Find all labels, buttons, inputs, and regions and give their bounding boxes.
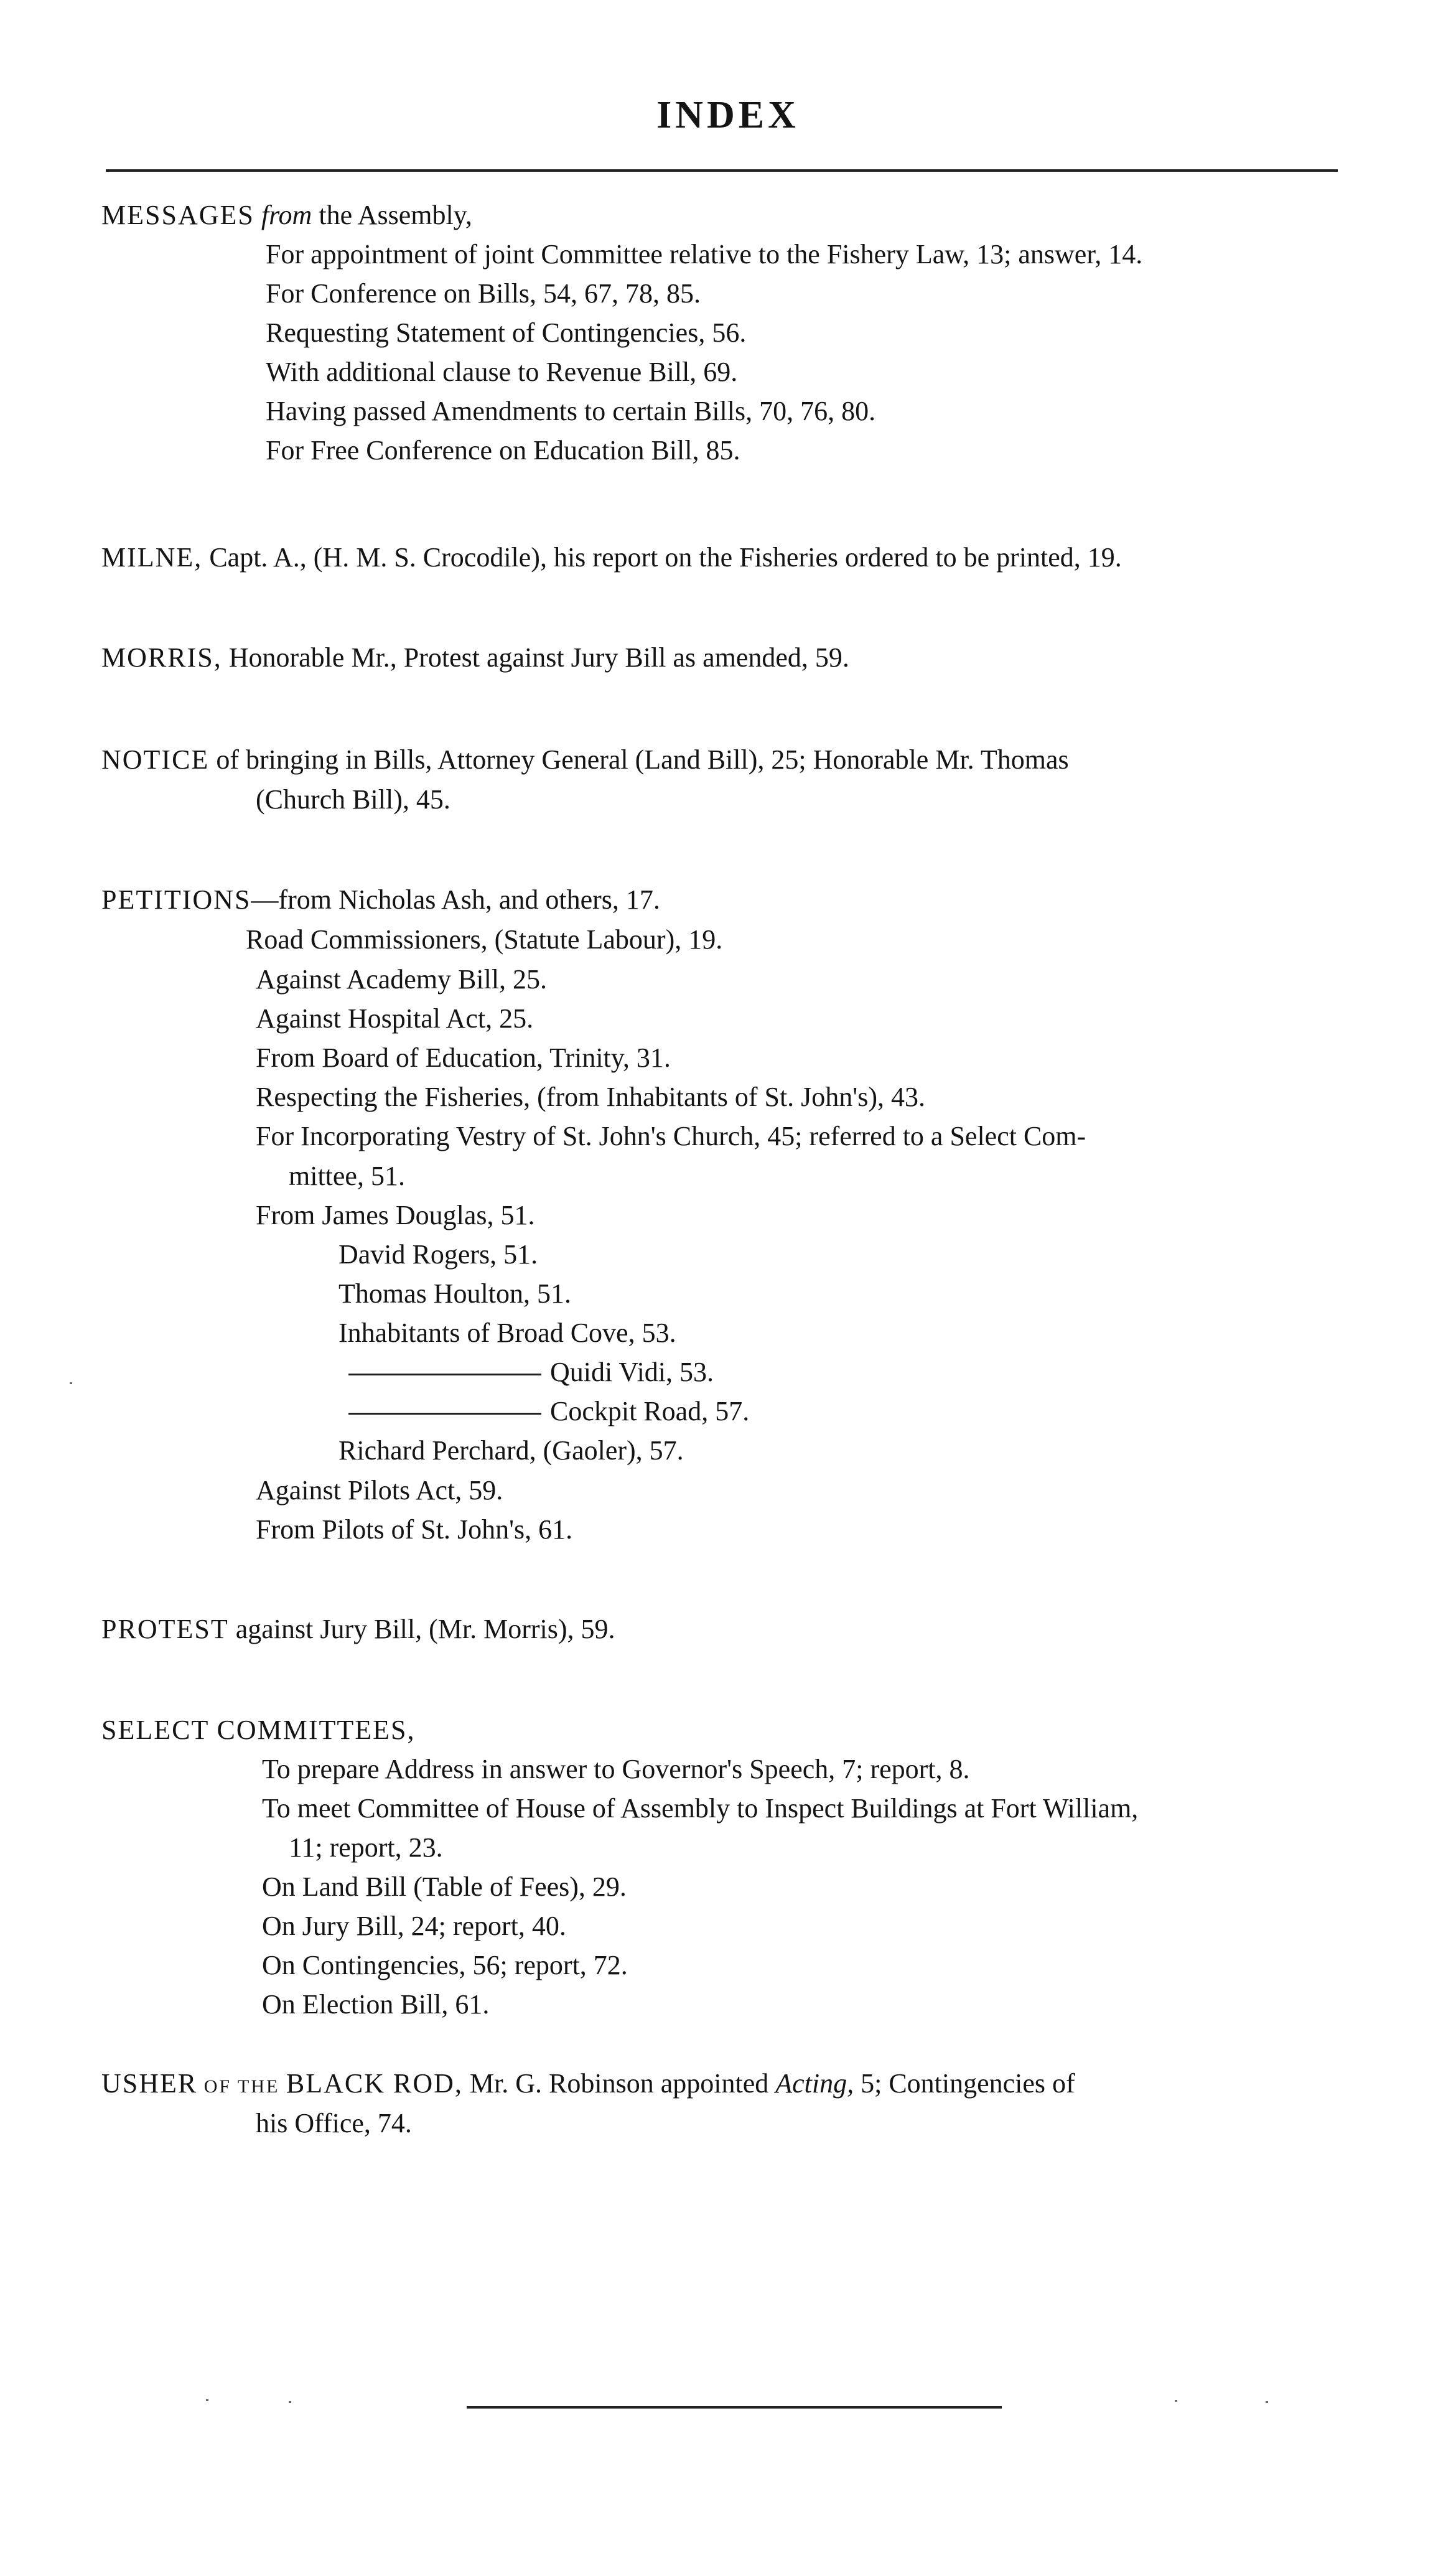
list-item: From Board of Education, Trinity, 31. <box>256 1042 671 1073</box>
sub-item: David Rogers, 51. <box>338 1239 538 1270</box>
entry-heading: SELECT COMMITTEES, <box>101 1715 416 1745</box>
list-item: For appointment of joint Committee relative to the Fishery Law, 13; answer, 14. <box>266 239 1143 269</box>
list-item: Against Academy Bill, 25. <box>256 964 548 995</box>
entry-text: —from Nicholas Ash, and others, 17. <box>251 884 660 915</box>
entry-heading-small: OF THE <box>197 2076 286 2097</box>
list-item: Road Commissioners, (Statute Labour), 19. <box>246 924 723 955</box>
list-item: From Pilots of St. John's, 61. <box>256 1514 573 1545</box>
list-item: From James Douglas, 51. <box>256 1200 535 1230</box>
sub-item-text: Quidi Vidi, 53. <box>550 1357 714 1387</box>
list-item: For Free Conference on Education Bill, 85. <box>266 435 740 466</box>
list-item: Having passed Amendments to certain Bills, 70, 76, 80. <box>266 396 876 426</box>
list-item: For Conference on Bills, 54, 67, 78, 85. <box>266 278 701 309</box>
entry-protest <box>101 1612 615 1647</box>
sub-item-text: Cockpit Road, 57. <box>550 1396 750 1426</box>
sub-item: Richard Perchard, (Gaoler), 57. <box>338 1435 684 1466</box>
entry-text-end: 5; Contingencies of <box>854 2068 1075 2099</box>
list-item: Against Pilots Act, 59. <box>256 1475 503 1506</box>
print-speck <box>70 1382 72 1384</box>
list-item: To prepare Address in answer to Governor's Speech, 7; report, 8. <box>262 1754 970 1784</box>
print-speck <box>206 2399 208 2401</box>
entry-heading: MILNE, <box>101 542 203 573</box>
list-item: On Election Bill, 61. <box>262 1989 490 2020</box>
entry-heading: USHER <box>101 2068 198 2099</box>
entry-text: against Jury Bill, (Mr. Morris), 59. <box>228 1614 615 1644</box>
list-item-continuation: mittee, 51. <box>289 1161 405 1191</box>
print-speck <box>1266 2401 1268 2403</box>
entry-heading-italic: from <box>261 200 312 230</box>
ditto-dash <box>348 1413 541 1415</box>
list-item: On Land Bill (Table of Fees), 29. <box>262 1871 627 1902</box>
print-speck <box>289 2401 291 2403</box>
list-item-continuation: 11; report, 23. <box>289 1832 443 1863</box>
list-item: For Incorporating Vestry of St. John's Church, 45; referred to a Select Com- <box>256 1121 1086 1151</box>
entry-select-committees-head <box>101 1713 416 1748</box>
print-speck <box>1175 2400 1177 2402</box>
bottom-rule <box>467 2406 1002 2409</box>
entry-continuation: his Office, 74. <box>256 2108 412 2138</box>
sub-item: Inhabitants of Broad Cove, 53. <box>338 1318 676 1348</box>
entry-usher <box>101 2066 1075 2104</box>
entry-text: Capt. A., (H. M. S. Crocodile), his report on the Fisheries ordered to be printed, 19. <box>202 542 1122 573</box>
sub-item-ditto <box>348 1355 714 1390</box>
entry-heading: PROTEST <box>101 1614 229 1644</box>
list-item: On Contingencies, 56; report, 72. <box>262 1950 628 1980</box>
entry-text: of bringing in Bills, Attorney General (Land Bill), 25; Honorable Mr. Thomas <box>209 744 1069 775</box>
entry-continuation: (Church Bill), 45. <box>256 784 450 815</box>
entry-morris <box>101 640 849 675</box>
sub-item: Thomas Houlton, 51. <box>338 1278 571 1309</box>
entry-text: Honorable Mr., Protest against Jury Bill as amended, 59. <box>222 642 849 673</box>
entry-heading-rest: the Assembly, <box>312 200 472 230</box>
list-item: Respecting the Fisheries, (from Inhabitants of St. John's), 43. <box>256 1082 926 1112</box>
entry-petitions-head <box>101 883 660 917</box>
entry-notice <box>101 742 1069 777</box>
sub-item-ditto <box>348 1394 749 1429</box>
entry-text: Mr. G. Robinson appointed <box>462 2068 776 2099</box>
list-item: To meet Committee of House of Assembly to Inspect Buildings at Fort William, <box>262 1793 1139 1824</box>
entry-heading: MESSAGES <box>101 200 254 230</box>
list-item: Requesting Statement of Contingencies, 56. <box>266 317 747 348</box>
list-item: On Jury Bill, 24; report, 40. <box>262 1911 566 1941</box>
top-rule <box>106 169 1338 172</box>
list-item: Against Hospital Act, 25. <box>256 1003 534 1034</box>
entry-heading: MORRIS, <box>101 642 222 673</box>
entry-heading-second: BLACK ROD, <box>286 2068 463 2099</box>
page-title: INDEX <box>656 94 800 136</box>
entry-heading: PETITIONS <box>101 884 251 915</box>
entry-milne <box>101 540 1122 575</box>
entry-messages-head <box>101 198 472 233</box>
entry-heading: NOTICE <box>101 744 210 775</box>
list-item: With additional clause to Revenue Bill, 69. <box>266 357 738 387</box>
entry-text-italic: Acting, <box>775 2068 854 2099</box>
ditto-dash <box>348 1374 541 1375</box>
